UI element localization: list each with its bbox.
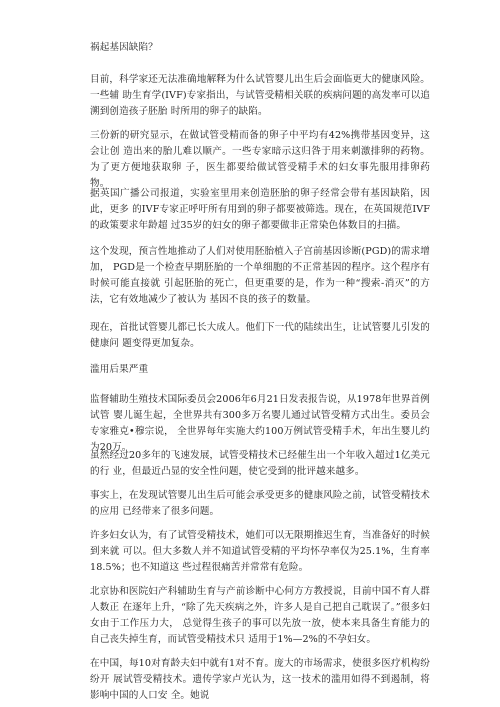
paragraph-10: 北京协和医院妇产科辅助生育与产前诊断中心何方方教授说，目前中国不育人群人数正 在逐年上升，“除了先天疾病之外，许多人是自己把自己耽误了。”很多妇女由于工作压力大， 总觉得生孩子的事可以先放一放，使本来具备生育能力的自己丧失掉生育，而试管受精技术只 适用于1%—2%的不孕妇女。 bbox=[90, 586, 430, 645]
paragraph-3: 据英国广播公司报道，实验室里用来创造胚胎的卵子经常会带有基因缺陷，因此，更多 的IVF专家正呼吁所有用到的卵子都要被筛选。现在，在英国规范IVF的政策要求年龄超 过35岁的妇女的卵子都要做非正常染色体数目的扫描。 bbox=[90, 188, 430, 231]
paragraph-9: 许多妇女认为，有了试管受精技术，她们可以无限期推迟生育，当准备好的时候到来就 可以。但大多数人并不知道试管受精的平均怀孕率仅为25.1%，生育率18.5%；也不知道这 些过程很痛苦并常常有危险。 bbox=[90, 530, 430, 573]
paragraph-5: 现在，首批试管婴儿都已长大成人。他们下一代的陆续出生，让试管婴儿引发的健康问 题变得更加复杂。 bbox=[90, 322, 430, 349]
section-heading-gene-defect: 祸起基因缺陷？ bbox=[90, 42, 158, 53]
paragraph-11: 在中国，每10对育龄夫妇中就有1对不育。庞大的市场需求，使很多医疗机构纷纷开 展试管受精技术。遗传学家卢光认为，这一技术的滥用如得不到遏制，将影响中国的人口安 全。她说 bbox=[90, 658, 430, 701]
paragraph-7: 虽然经过20多年的飞速发展，试管受精技术已经催生出一个年收入超过1亿美元的行 业，但最近凸显的安全性问题，使它受到的批评越来越多。 bbox=[90, 450, 430, 477]
paragraph-1: 目前，科学家还无法准确地解释为什么试管婴儿出生后会面临更大的健康风险。一些辅 助生育学(IVF)专家指出，与试管受精相关联的疾病问题的高发率可以追溯到创造孩子胚胎 时所用的卵子的缺陷。 bbox=[90, 74, 430, 117]
paragraph-8: 事实上，在发现试管婴儿出生后可能会承受更多的健康风险之前，试管受精技术的应用 已经带来了很多问题。 bbox=[90, 490, 430, 517]
paragraph-6: 监督辅助生殖技术国际委员会2006年6月21日发表报告说，从1978年世界首例试管 婴儿诞生起，全世界共有300多万名婴儿通过试管受精方式出生。委员会专家雅克•穆宗说， 全世界每年实施大约100万例试管受精手术，年出生婴儿约为20万。 bbox=[90, 394, 430, 453]
paragraph-4: 这个发现，预言性地推动了人们对使用胚胎植入子宫前基因诊断(PGD)的需求增加， PGD是一个检查早期胚胎的一个单细胞的不正常基因的程序。这个程序有时候可能直接就 引起胚胎的死亡，但更重要的是，作为一种“搜索-消灭”的方法，它有效地减少了被认为 基因不良的孩子的数量。 bbox=[90, 246, 430, 305]
section-heading-abuse: 滥用后果严重 bbox=[90, 364, 149, 375]
paragraph-2: 三份新的研究显示，在做试管受精而备的卵子中平均有42%携带基因变异，这会让创 造出来的胎儿难以顺产。一些专家暗示这归咎于用来刺激排卵的药物。为了更方便地获取卵 子，医生都要给做试管受精手术的妇女事先服用排卵药物。 bbox=[90, 130, 430, 189]
